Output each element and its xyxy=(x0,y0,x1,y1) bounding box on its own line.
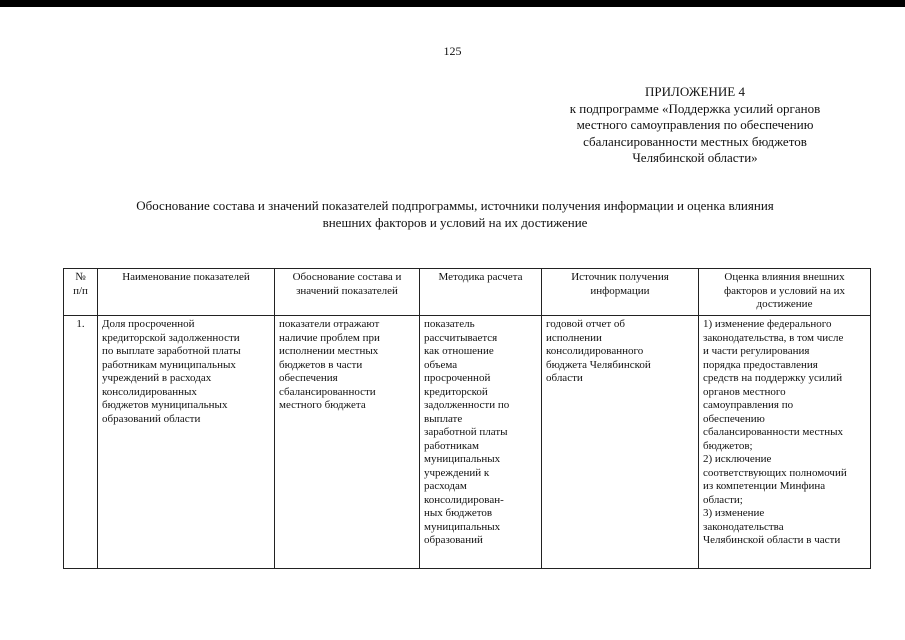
cell-line: органов местного xyxy=(703,385,786,398)
cell-line: учреждений к xyxy=(424,466,490,479)
cell-line: Наименование показателей xyxy=(122,271,250,283)
cell-line: достижение xyxy=(756,298,813,310)
cell-line: области; xyxy=(703,493,743,506)
cell-number xyxy=(64,316,98,569)
cell-line: Челябинской области в части xyxy=(703,534,841,546)
cell-line: ных бюджетов xyxy=(424,507,493,519)
cell-line: наличие проблем при xyxy=(279,331,380,344)
cell-line: Оценка влияния внешних xyxy=(724,271,845,283)
header-methodology xyxy=(420,269,542,316)
cell-line: обеспечения xyxy=(279,372,338,384)
cell-line: бюджетов муниципальных xyxy=(102,399,228,411)
cell-line: из компетенции Минфина xyxy=(703,480,826,492)
cell-line: объема xyxy=(424,358,458,371)
cell-line: консолидированных xyxy=(102,385,197,398)
cell-line: законодательства xyxy=(703,520,784,533)
cell-line: информации xyxy=(590,284,650,297)
document-title-line: внешних факторов и условий на их достижение xyxy=(322,215,588,230)
cell-methodology xyxy=(420,316,542,569)
cell-line: показатели отражают xyxy=(279,318,380,330)
cell-line: 2) исключение xyxy=(703,453,772,465)
header-indicator-name xyxy=(98,269,275,316)
cell-indicator-name xyxy=(98,316,275,569)
cell-line: факторов и условий на их xyxy=(724,284,845,297)
appendix-block xyxy=(530,84,860,167)
cell-line: исполнении местных xyxy=(279,345,379,357)
cell-line: порядка предоставления xyxy=(703,358,818,371)
cell-line: исполнении xyxy=(546,331,602,344)
cell-line: средств на поддержку усилий xyxy=(703,372,843,384)
cell-line: расходам xyxy=(424,480,467,492)
cell-line: бюджетов; xyxy=(703,439,753,452)
cell-line: Доля просроченной xyxy=(102,318,195,330)
cell-line: консолидированного xyxy=(546,345,644,357)
cell-line: выплате xyxy=(424,412,463,425)
cell-line: учреждений в расходах xyxy=(102,372,212,384)
cell-line: бюджетов в части xyxy=(279,358,363,371)
cell-line: задолженности по xyxy=(424,399,510,411)
cell-line: муниципальных xyxy=(424,453,501,465)
document-title-line: Обоснование состава и значений показателей подпрограммы, источники получения информации и оценка влияния xyxy=(136,198,774,213)
cell-line: образований xyxy=(424,534,483,546)
cell-line: 1) изменение федерального xyxy=(703,318,832,330)
cell-line: работникам xyxy=(424,439,479,452)
table-header-row xyxy=(64,269,871,316)
cell-line: рассчитывается xyxy=(424,331,498,344)
appendix-line: к подпрограмме «Поддержка усилий органов xyxy=(569,100,821,116)
cell-line: показатель xyxy=(424,318,475,330)
appendix-line: Челябинской области» xyxy=(632,150,758,165)
appendix-title: ПРИЛОЖЕНИЕ 4 xyxy=(645,84,745,99)
header-number xyxy=(64,269,98,316)
cell-line: работникам муниципальных xyxy=(102,358,236,371)
indicators-table xyxy=(63,268,871,569)
cell-line: бюджета Челябинской xyxy=(546,358,651,371)
header-source xyxy=(542,269,699,316)
cell-line: законодательства, в том числе xyxy=(703,331,844,344)
header-justification xyxy=(275,269,420,316)
cell-line: и части регулирования xyxy=(703,345,810,357)
cell-line: местного бюджета xyxy=(279,399,366,411)
cell-line: соответствующих полномочий xyxy=(703,466,847,479)
cell-line: муниципальных xyxy=(424,520,501,533)
cell-external-factors xyxy=(699,316,871,569)
cell-line: п/п xyxy=(73,284,88,297)
document-title xyxy=(70,197,840,231)
cell-justification xyxy=(275,316,420,569)
cell-line: сбалансированности местных xyxy=(703,426,844,438)
cell-line: заработной платы xyxy=(424,426,508,438)
cell-line: № xyxy=(75,271,86,283)
cell-line: Методика расчета xyxy=(438,271,523,283)
header-external-factors xyxy=(699,269,871,316)
appendix-line: местного самоуправления по обеспечению xyxy=(576,117,814,132)
cell-line: самоуправления по xyxy=(703,399,794,411)
cell-line: сбалансированности xyxy=(279,385,376,398)
cell-line: 3) изменение xyxy=(703,507,765,519)
cell-line: Источник получения xyxy=(571,271,669,283)
table-body xyxy=(64,316,871,569)
cell-line: Обоснование состава и xyxy=(292,271,402,283)
cell-line: 1. xyxy=(76,318,85,330)
cell-line: образований области xyxy=(102,412,201,425)
cell-line: консолидирован- xyxy=(424,493,504,506)
scan-top-border xyxy=(0,0,905,7)
cell-line: просроченной xyxy=(424,372,491,384)
cell-line: значений показателей xyxy=(296,284,398,297)
cell-line: области xyxy=(546,372,583,384)
cell-line: обеспечению xyxy=(703,412,765,425)
appendix-line: сбалансированности местных бюджетов xyxy=(583,133,807,149)
cell-line: годовой отчет об xyxy=(546,318,626,330)
page-number: 125 xyxy=(443,44,462,58)
cell-line: как отношение xyxy=(424,345,494,357)
table-row xyxy=(64,316,871,569)
cell-line: по выплате заработной платы xyxy=(102,345,241,357)
cell-source xyxy=(542,316,699,569)
cell-line: кредиторской xyxy=(424,385,488,398)
cell-line: кредиторской задолженности xyxy=(102,331,240,344)
